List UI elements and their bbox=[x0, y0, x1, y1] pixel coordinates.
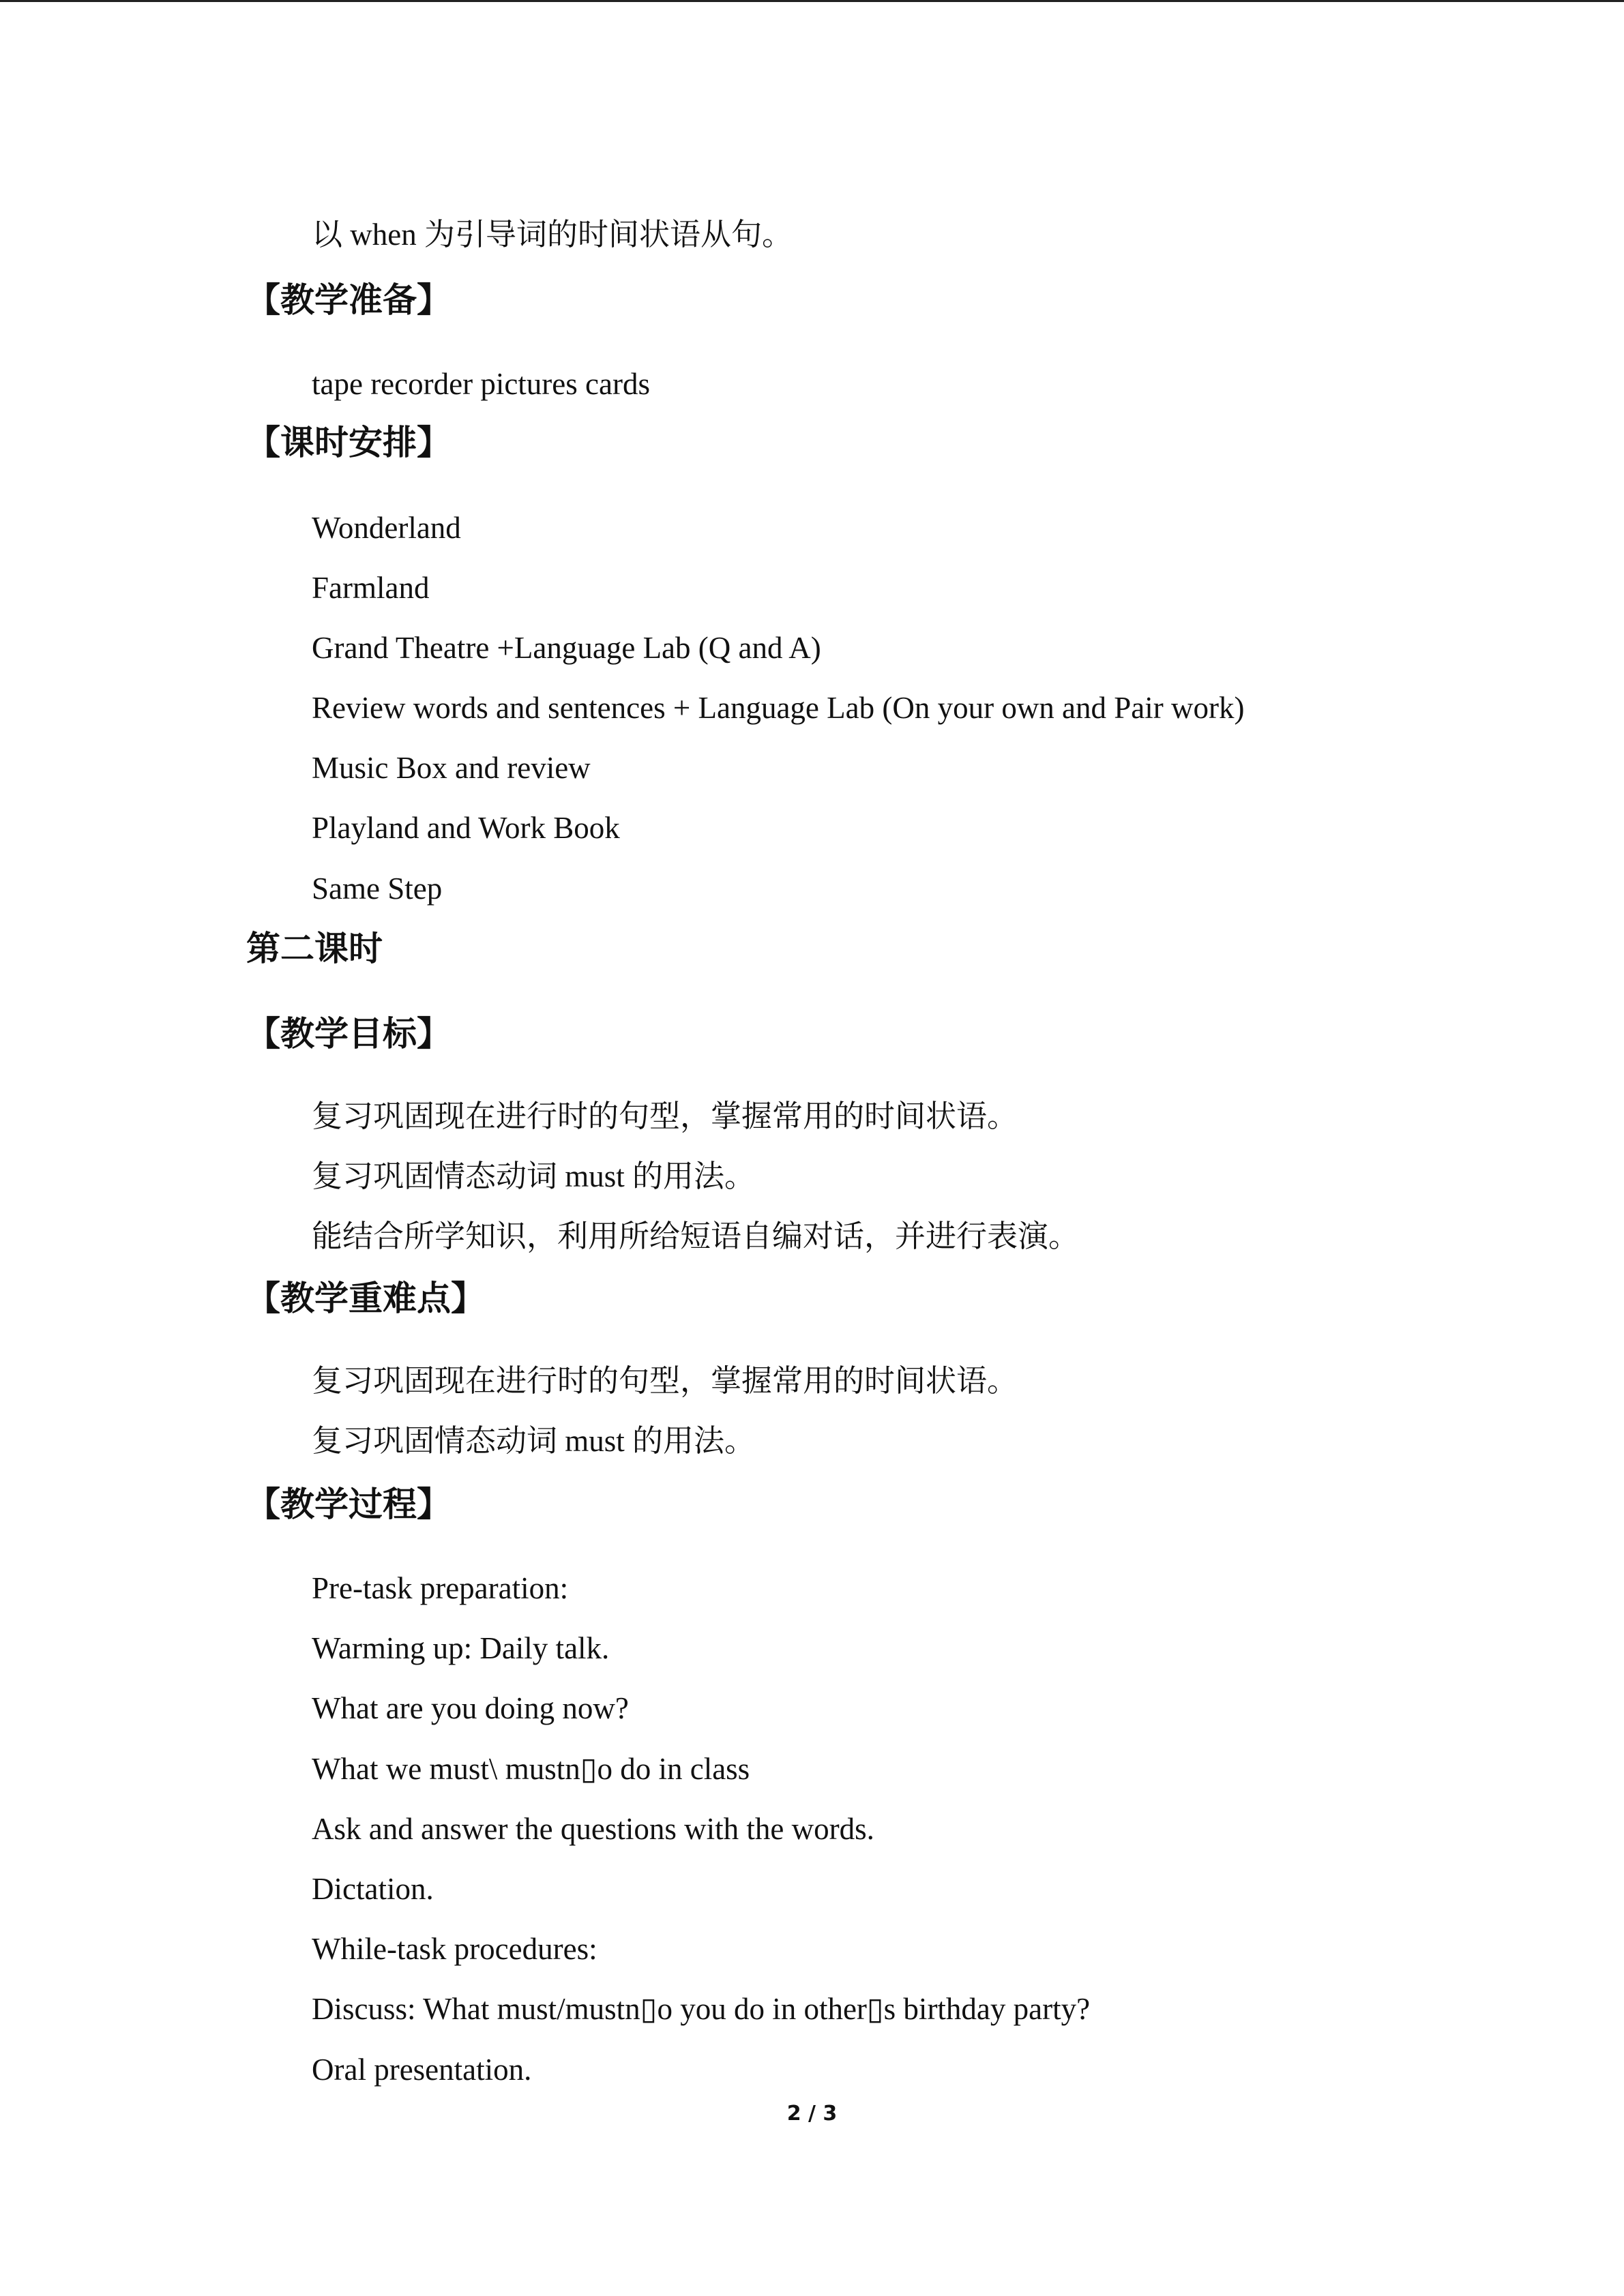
objective-item: 复习巩固情态动词 must 的用法。 bbox=[312, 1159, 756, 1193]
schedule-item: Farmland bbox=[312, 571, 430, 605]
schedule-item: Same Step bbox=[312, 871, 443, 906]
heading-objectives: 【教学目标】 bbox=[246, 1014, 451, 1054]
process-item: Ask and answer the questions with the words. bbox=[312, 1812, 874, 1846]
process-item: While-task procedures: bbox=[312, 1932, 597, 1966]
process-item: Warming up: Daily talk. bbox=[312, 1631, 610, 1665]
page-number: 2 / 3 bbox=[786, 2102, 838, 2126]
schedule-item: Music Box and review bbox=[312, 751, 591, 785]
intro-line: 以 when 为引导词的时间状语从句。 bbox=[312, 218, 793, 252]
heading-process: 【教学过程】 bbox=[246, 1485, 451, 1524]
process-item: Pre-task preparation: bbox=[312, 1571, 569, 1605]
objective-item: 能结合所学知识，利用所给短语自编对话，并进行表演。 bbox=[312, 1219, 1080, 1253]
key-point-item: 复习巩固情态动词 must 的用法。 bbox=[312, 1424, 756, 1458]
schedule-item: Grand Theatre +Language Lab (Q and A) bbox=[312, 631, 821, 665]
process-item: Oral presentation. bbox=[312, 2053, 532, 2087]
preparation-item: tape recorder pictures cards bbox=[312, 367, 650, 401]
objective-item: 复习巩固现在进行时的句型，掌握常用的时间状语。 bbox=[312, 1099, 1018, 1133]
heading-schedule: 【课时安排】 bbox=[246, 423, 451, 462]
schedule-item: Playland and Work Book bbox=[312, 811, 620, 845]
process-item: Discuss: What must/mustn▯o you do in other▯s birthday party? bbox=[312, 1992, 1091, 2026]
schedule-item: Wonderland bbox=[312, 511, 461, 545]
heading-key-points: 【教学重难点】 bbox=[246, 1279, 485, 1318]
key-point-item: 复习巩固现在进行时的句型，掌握常用的时间状语。 bbox=[312, 1364, 1018, 1398]
process-item: What are you doing now? bbox=[312, 1691, 629, 1725]
heading-preparation: 【教学准备】 bbox=[246, 280, 451, 320]
schedule-item: Review words and sentences + Language Lab (On your own and Pair work) bbox=[312, 691, 1245, 725]
lesson-two-title: 第二课时 bbox=[246, 929, 383, 968]
process-item: Dictation. bbox=[312, 1872, 434, 1906]
process-item: What we must\ mustn▯o do in class bbox=[312, 1752, 750, 1786]
